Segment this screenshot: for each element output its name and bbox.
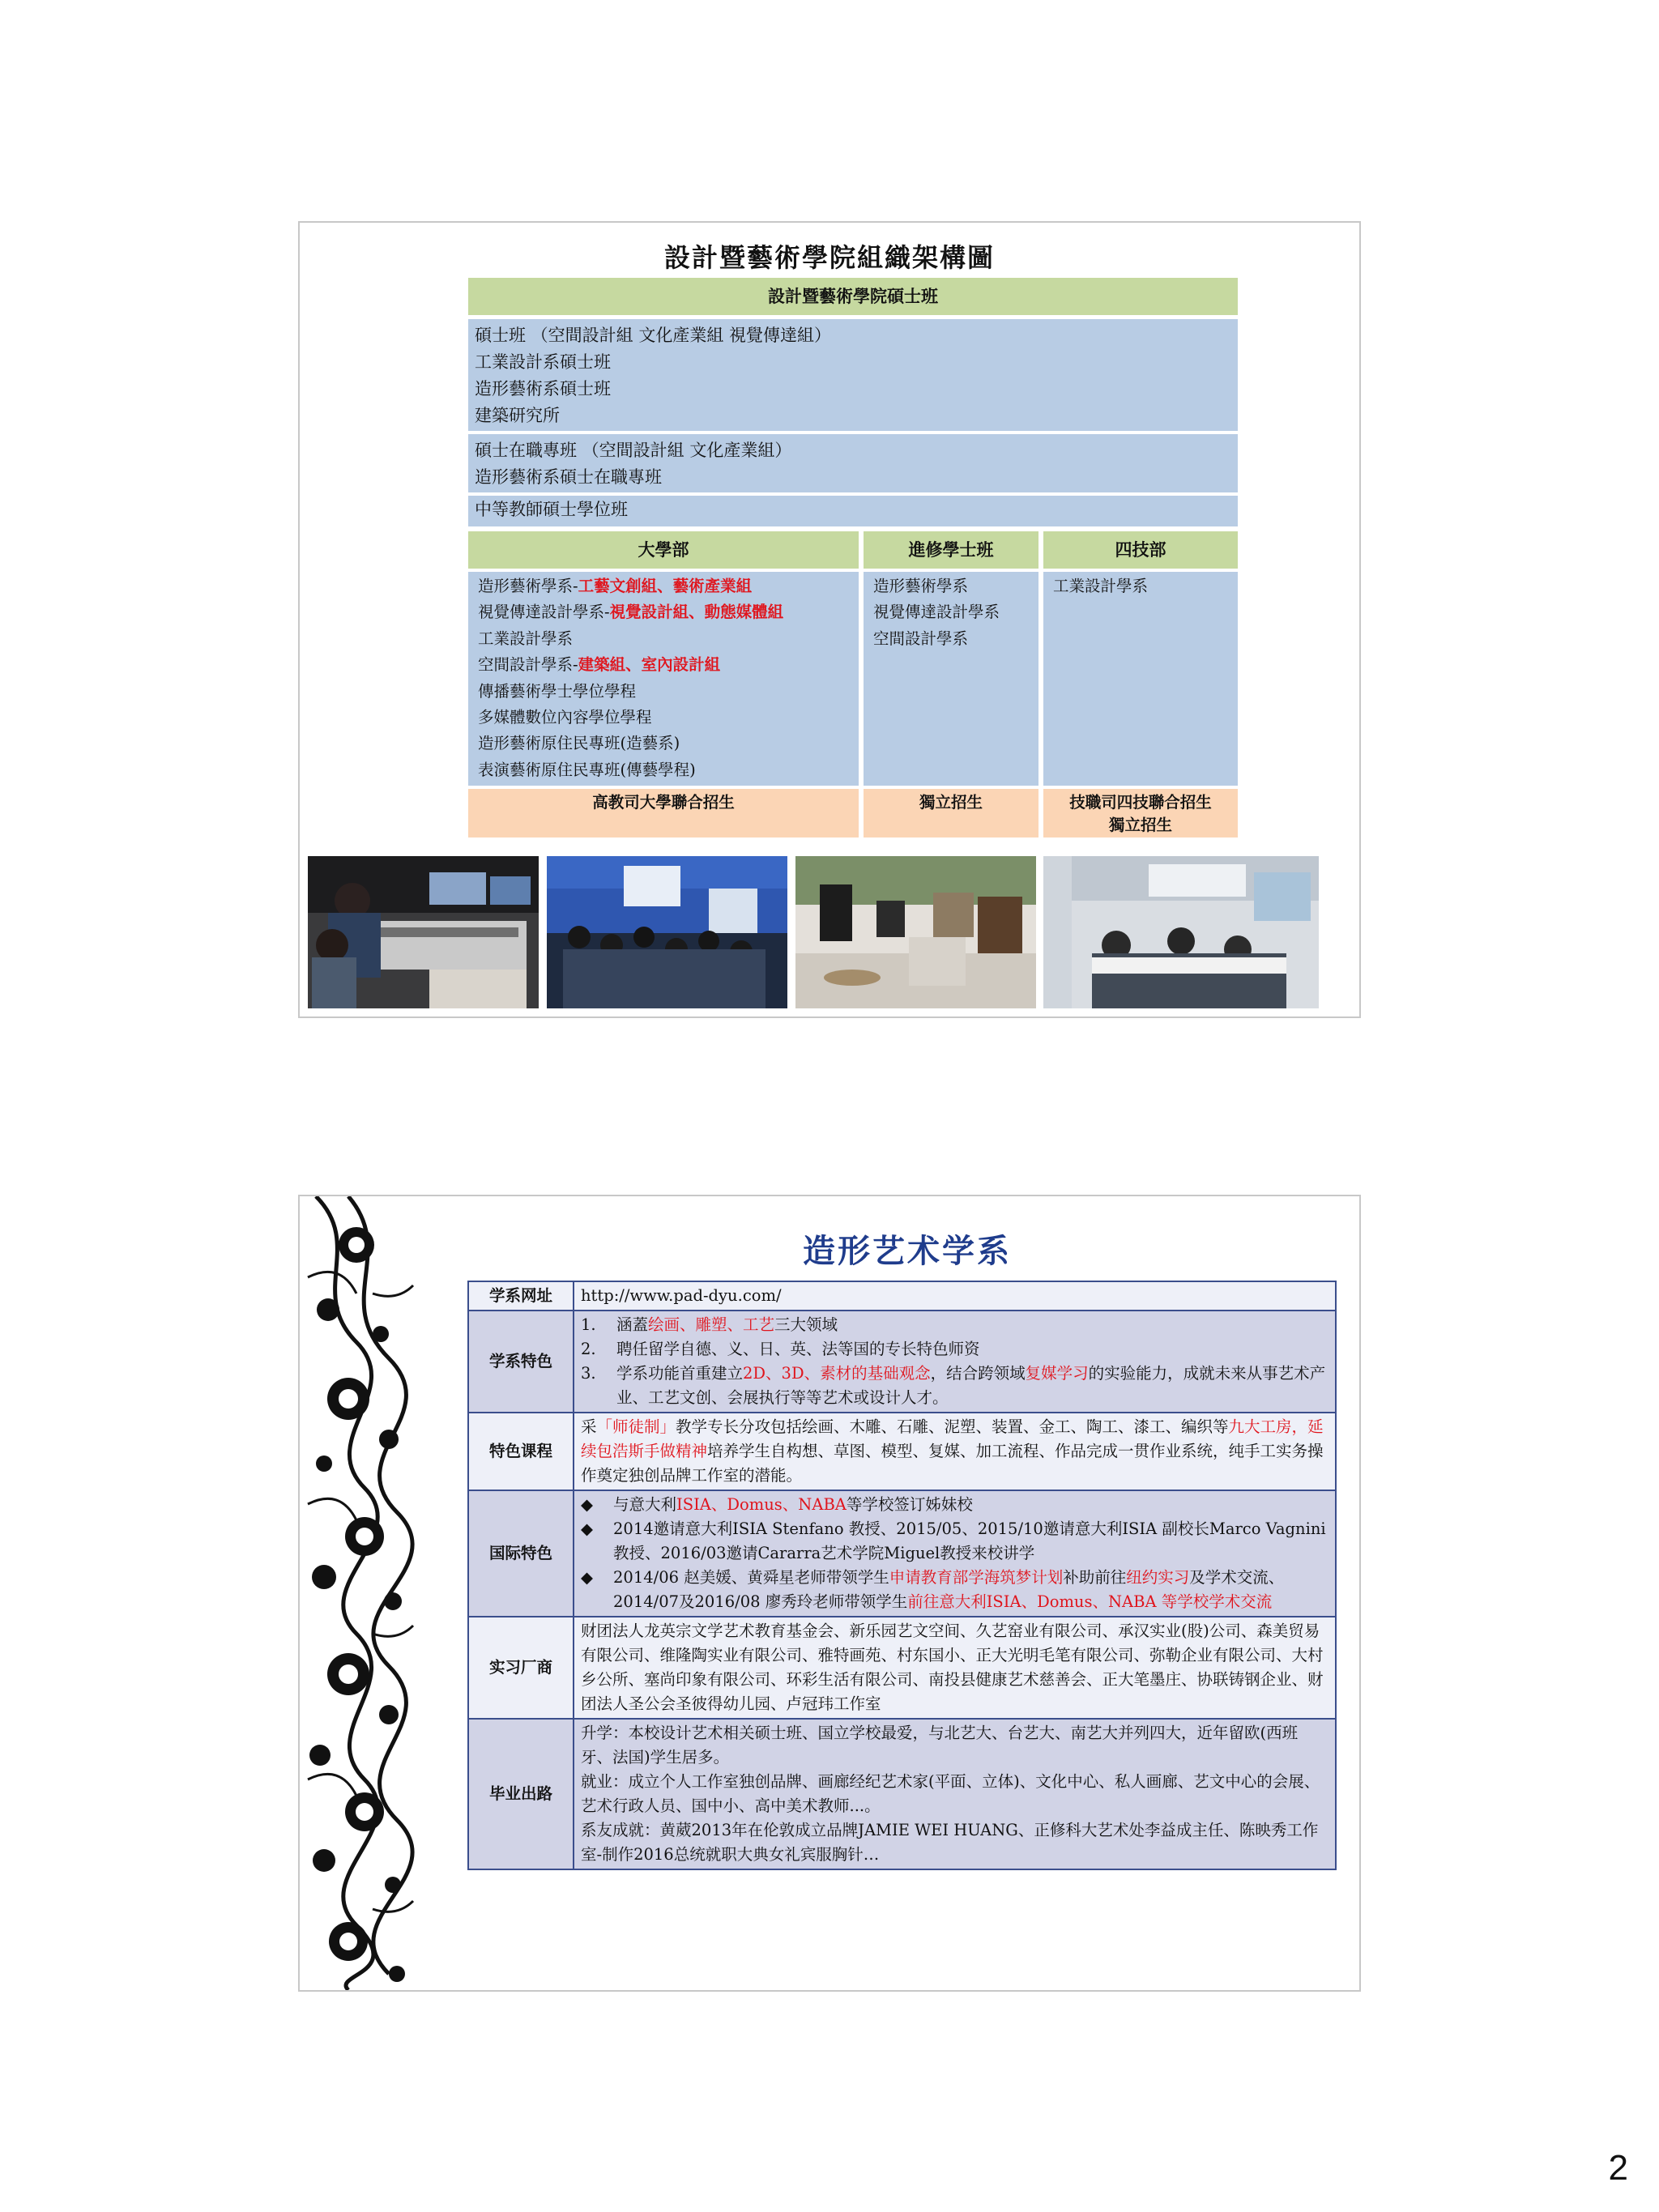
body-text: 涵蓋 bbox=[616, 1315, 649, 1334]
exhibition-photo bbox=[795, 856, 1036, 1008]
highlight-text: 绘画、雕塑、工艺 bbox=[648, 1315, 775, 1334]
highlight-text: 九大工房，延续包浩斯手做精神 bbox=[581, 1417, 1324, 1460]
continuing-item: 空間設計學系 bbox=[873, 629, 969, 648]
intl-item bbox=[581, 1493, 1328, 1517]
inservice-line: 造形藝術系碩士在職專班 bbox=[475, 467, 662, 487]
undergrad-item: 傳播藝術學士學位學程 bbox=[478, 681, 637, 701]
continuing-list bbox=[864, 572, 1038, 786]
row-label: 毕业出路 bbox=[468, 1719, 574, 1869]
feature-text bbox=[616, 1337, 1328, 1362]
undergrad-item: 多媒體數位內容學位學程 bbox=[478, 708, 652, 727]
intl-cell bbox=[574, 1490, 1336, 1617]
page-number: 2 bbox=[1608, 2148, 1628, 2188]
masters-line: 碩士班 （空間設計組 文化產業組 視覺傳達組） bbox=[475, 326, 832, 345]
workshop-photo bbox=[1043, 856, 1319, 1008]
intl-text bbox=[613, 1493, 1328, 1517]
org-chart-title: 設計暨藝術學院組織架構圖 bbox=[663, 242, 995, 273]
masters-line: 工業設計系碩士班 bbox=[475, 352, 611, 372]
technical-list bbox=[1043, 572, 1238, 786]
admission-undergrad: 高教司大學聯合招生 bbox=[468, 789, 859, 837]
highlight-text: 申请教育部学海筑梦计划 bbox=[889, 1568, 1064, 1587]
intern-cell: 财团法人龙英宗文学艺术教育基金会、新乐园艺文空间、久艺窑业有限公司、承汉实业(股)公司、森美贸易有限公司、维隆陶实业有限公司、雅特画苑、村东国小、正大光明毛笔有限公司、弥勒企业有限公司、大村乡公所、塞尚印象有限公司、环彩生活有限公司、南投县健康艺术慈善会、正大笔墨庄、协联铸钢企业、财团法人圣公会圣彼得幼儿园、卢冠玮工作室 bbox=[574, 1617, 1336, 1719]
career-line: 就业：成立个人工作室独创品牌、画廊经纪艺术家(平面、立体)、文化中心、私人画廊、艺文中心的会展、艺术行政人员、国中小、高中美术教师...。 bbox=[581, 1772, 1320, 1815]
highlight-text: 「师徒制」 bbox=[596, 1417, 676, 1436]
row-label: 学系特色 bbox=[468, 1311, 574, 1413]
body-text: 培养学生自构想、草图、模型、复媒、加工流程、作品完成一贯作业系统，纯手工实务操作奠定独创品牌工作室的潜能。 bbox=[581, 1442, 1324, 1485]
col-header-continuing: 進修學士班 bbox=[864, 531, 1038, 569]
feature-item bbox=[581, 1337, 1328, 1362]
highlight-text: 复媒学习 bbox=[1025, 1364, 1089, 1383]
intl-list bbox=[581, 1493, 1328, 1614]
list-number: 1. bbox=[581, 1315, 596, 1334]
table-row bbox=[468, 1490, 1336, 1617]
org-chart-slide bbox=[298, 221, 1361, 1018]
continuing-item: 視覺傳達設計學系 bbox=[873, 603, 1000, 622]
admission-technical bbox=[1043, 789, 1238, 837]
technical-item: 工業設計學系 bbox=[1053, 577, 1149, 595]
highlight-text: ISIA、Domus、NABA bbox=[676, 1495, 847, 1514]
admission-continuing: 獨立招生 bbox=[864, 789, 1038, 837]
department-info-table bbox=[467, 1281, 1337, 1870]
feature-item bbox=[581, 1362, 1328, 1410]
courses-cell bbox=[574, 1413, 1336, 1490]
masters-header: 設計暨藝術學院碩士班 bbox=[468, 278, 1238, 315]
career-line: 系友成就：黄葳2013年在伦敦成立品牌JAMIE WEI HUANG、正修科大艺术处李益成主任、陈映秀工作室-制作2016总统就职大典女礼宾服胸针… bbox=[581, 1821, 1319, 1864]
teacher-line: 中等教師碩士學位班 bbox=[475, 500, 628, 519]
row-label: 实习厂商 bbox=[468, 1617, 574, 1719]
undergrad-list bbox=[468, 572, 859, 786]
diamond-bullet-icon: ◆ bbox=[581, 1568, 593, 1587]
department-slide bbox=[298, 1195, 1361, 1992]
undergrad-item: 造形藝術原住民專班(造藝系) bbox=[478, 734, 680, 753]
continuing-item: 造形藝術學系 bbox=[873, 577, 969, 595]
row-label: 特色课程 bbox=[468, 1413, 574, 1490]
masters-line: 建築研究所 bbox=[475, 406, 560, 425]
table-row bbox=[468, 1617, 1336, 1719]
body-text: 等学校签订姊妹校 bbox=[846, 1495, 973, 1514]
highlight-text: 前往意大利ISIA、Domus、NABA 等学校学术交流 bbox=[907, 1592, 1273, 1611]
undergrad-item: 造形藝術學系-工藝文創組、藝術產業組 bbox=[478, 577, 753, 595]
body-text: 补助前往 bbox=[1063, 1568, 1127, 1587]
list-number: 2. bbox=[581, 1340, 596, 1358]
teacher-block bbox=[468, 496, 1238, 526]
body-text: 与意大利 bbox=[613, 1495, 677, 1514]
body-text: 2014邀请意大利ISIA Stenfano 教授、2015/05、2015/10邀请意大利ISIA 副校长Marco Vagnini教授、2016/03邀请Cararra艺术学院Miguel教授来校讲学 bbox=[613, 1519, 1326, 1562]
body-text: 2014/06 赵美媛、黄舜星老师带领学生 bbox=[613, 1568, 889, 1587]
intl-item bbox=[581, 1517, 1328, 1566]
col-header-undergrad: 大學部 bbox=[468, 531, 859, 569]
department-title: 造形艺术学系 bbox=[803, 1232, 1012, 1270]
undergrad-item: 視覺傳達設計學系-視覺設計組、動態媒體組 bbox=[478, 603, 784, 622]
table-row bbox=[468, 1413, 1336, 1490]
body-text: 教学专长分攻包括绘画、木雕、石雕、泥塑、装置、金工、陶工、漆工、编织等 bbox=[676, 1417, 1229, 1436]
inservice-block bbox=[468, 434, 1238, 492]
masters-block bbox=[468, 319, 1238, 431]
feature-text bbox=[616, 1313, 1328, 1337]
body-text: 聘任留学自德、义、日、英、法等国的专长特色师资 bbox=[616, 1340, 980, 1358]
feature-item bbox=[581, 1313, 1328, 1337]
table-row bbox=[468, 1311, 1336, 1413]
col-header-technical: 四技部 bbox=[1043, 531, 1238, 569]
body-text: 及学术交流、2014/07及2016/08 廖秀玲老师带领学生 bbox=[613, 1568, 1285, 1611]
features-list bbox=[581, 1313, 1328, 1410]
table-row bbox=[468, 1719, 1336, 1869]
body-text: 采 bbox=[581, 1417, 597, 1436]
website-link[interactable]: http://www.pad-dyu.com/ bbox=[574, 1281, 1336, 1311]
studio-photo bbox=[308, 856, 539, 1008]
row-label: 国际特色 bbox=[468, 1490, 574, 1617]
body-text: 三大领域 bbox=[774, 1315, 838, 1334]
undergrad-item: 表演藝術原住民專班(傳藝學程) bbox=[478, 760, 696, 779]
undergrad-item: 工業設計學系 bbox=[478, 629, 574, 648]
row-label: 学系网址 bbox=[468, 1281, 574, 1311]
career-line: 升学：本校设计艺术相关硕士班、国立学校最爱，与北艺大、台艺大、南艺大并列四大，近年留欧(西班牙、法国)学生居多。 bbox=[581, 1724, 1299, 1767]
intl-text bbox=[613, 1517, 1328, 1566]
classroom-photo bbox=[547, 856, 787, 1008]
admission-technical-line: 獨立招生 bbox=[1108, 816, 1172, 834]
table-row bbox=[468, 1281, 1336, 1311]
diamond-bullet-icon: ◆ bbox=[581, 1495, 593, 1514]
feature-text bbox=[616, 1362, 1328, 1410]
diamond-bullet-icon: ◆ bbox=[581, 1519, 593, 1538]
highlight-text: 2D、3D、素材的基础观念 bbox=[743, 1364, 931, 1383]
inservice-line: 碩士在職專班 （空間設計組 文化產業組） bbox=[475, 441, 792, 460]
body-text: 的实验能力，成就未来从事艺术产业、工艺文创、会展执行等等艺术或设计人才。 bbox=[616, 1364, 1326, 1407]
floral-border-decoration bbox=[300, 1196, 421, 1990]
body-text: ，结合跨领域 bbox=[930, 1364, 1026, 1383]
admission-technical-line: 技職司四技聯合招生 bbox=[1069, 793, 1212, 812]
features-cell bbox=[574, 1311, 1336, 1413]
undergrad-item: 空間設計學系-建築組、室內設計組 bbox=[478, 655, 721, 675]
career-cell bbox=[574, 1719, 1336, 1869]
list-number: 3. bbox=[581, 1364, 596, 1383]
masters-line: 造形藝術系碩士班 bbox=[475, 379, 611, 399]
body-text: 学系功能首重建立 bbox=[616, 1364, 744, 1383]
intl-item bbox=[581, 1566, 1328, 1614]
intl-text bbox=[613, 1566, 1328, 1614]
highlight-text: 纽约实习 bbox=[1126, 1568, 1190, 1587]
